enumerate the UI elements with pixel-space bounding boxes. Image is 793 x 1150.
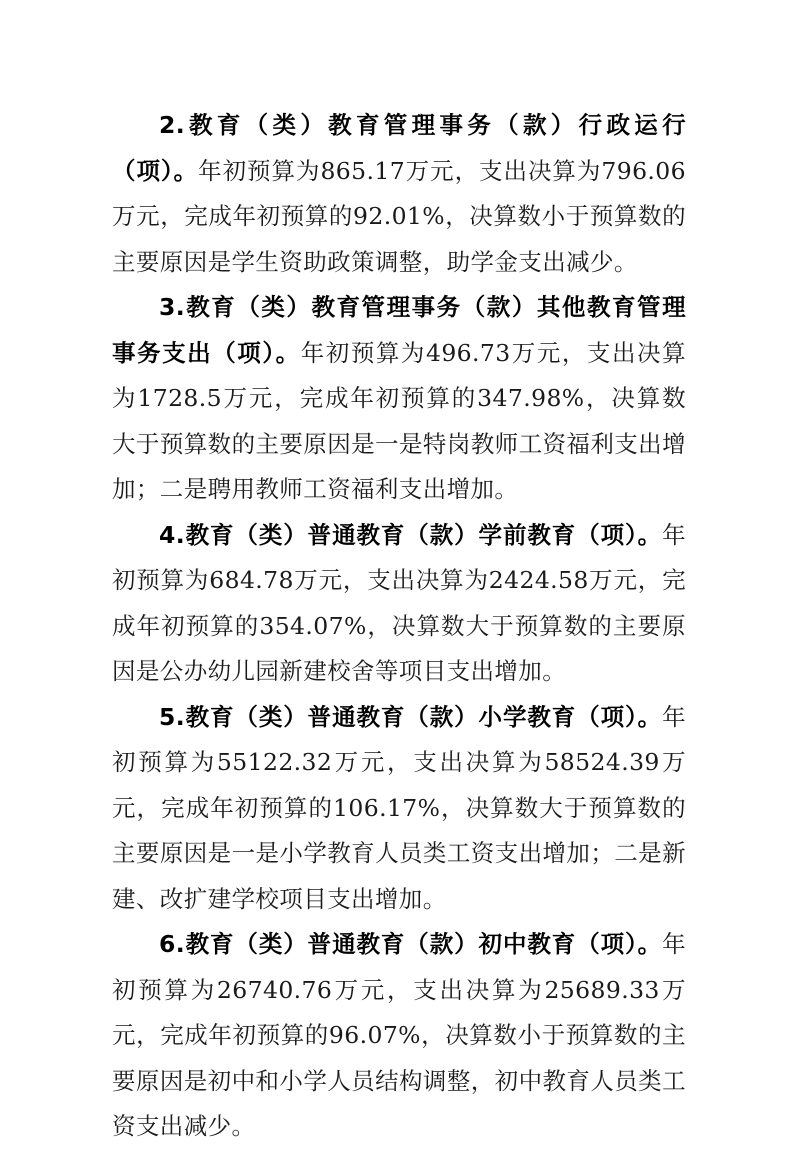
paragraph-heading: 2.教育（类）教育管理事务（款）行政运行（项）。 <box>112 111 686 185</box>
paragraph-text: 年初预算为865.17万元，支出决算为796.06万元，完成年初预算的92.01%，决算数小于预算数的主要原因是学生资助政策调整，助学金支出减少。 <box>112 156 686 276</box>
paragraph-text: 年初预算为26740.76万元，支出决算为25689.33万元，完成年初预算的96.07%，决算数小于预算数的主要原因是初中和小学人员结构调整，初中教育人员类工资支出减少。 <box>112 930 686 1140</box>
document-body <box>112 103 686 1150</box>
paragraph-heading: 3.教育（类）教育管理事务（款）其他教育管理事务支出（项）。 <box>112 293 686 367</box>
paragraph-item-5 <box>112 695 686 923</box>
paragraph-item-6 <box>112 922 686 1150</box>
paragraph-item-3 <box>112 285 686 513</box>
paragraph-text: 年初预算为55122.32万元，支出决算为58524.39万元，完成年初预算的106.17%，决算数大于预算数的主要原因是一是小学教育人员类工资支出增加；二是新建、改扩建学校项目支出增加。 <box>112 702 686 913</box>
paragraph-text: 年初预算为496.73万元，支出决算为1728.5万元，完成年初预算的347.98%，决算数大于预算数的主要原因是一是特岗教师工资福利支出增加；二是聘用教师工资福利支出增加。 <box>112 338 686 503</box>
paragraph-item-4 <box>112 513 686 695</box>
paragraph-text: 年初预算为684.78万元，支出决算为2424.58万元，完成年初预算的354.07%，决算数大于预算数的主要原因是公办幼儿园新建校舍等项目支出增加。 <box>112 520 686 685</box>
paragraph-heading: 5.教育（类）普通教育（款）小学教育（项）。 <box>159 702 663 731</box>
paragraph-heading: 6.教育（类）普通教育（款）初中教育（项）。 <box>159 930 663 958</box>
paragraph-heading: 4.教育（类）普通教育（款）学前教育（项）。 <box>159 520 663 549</box>
paragraph-item-2 <box>112 103 686 285</box>
